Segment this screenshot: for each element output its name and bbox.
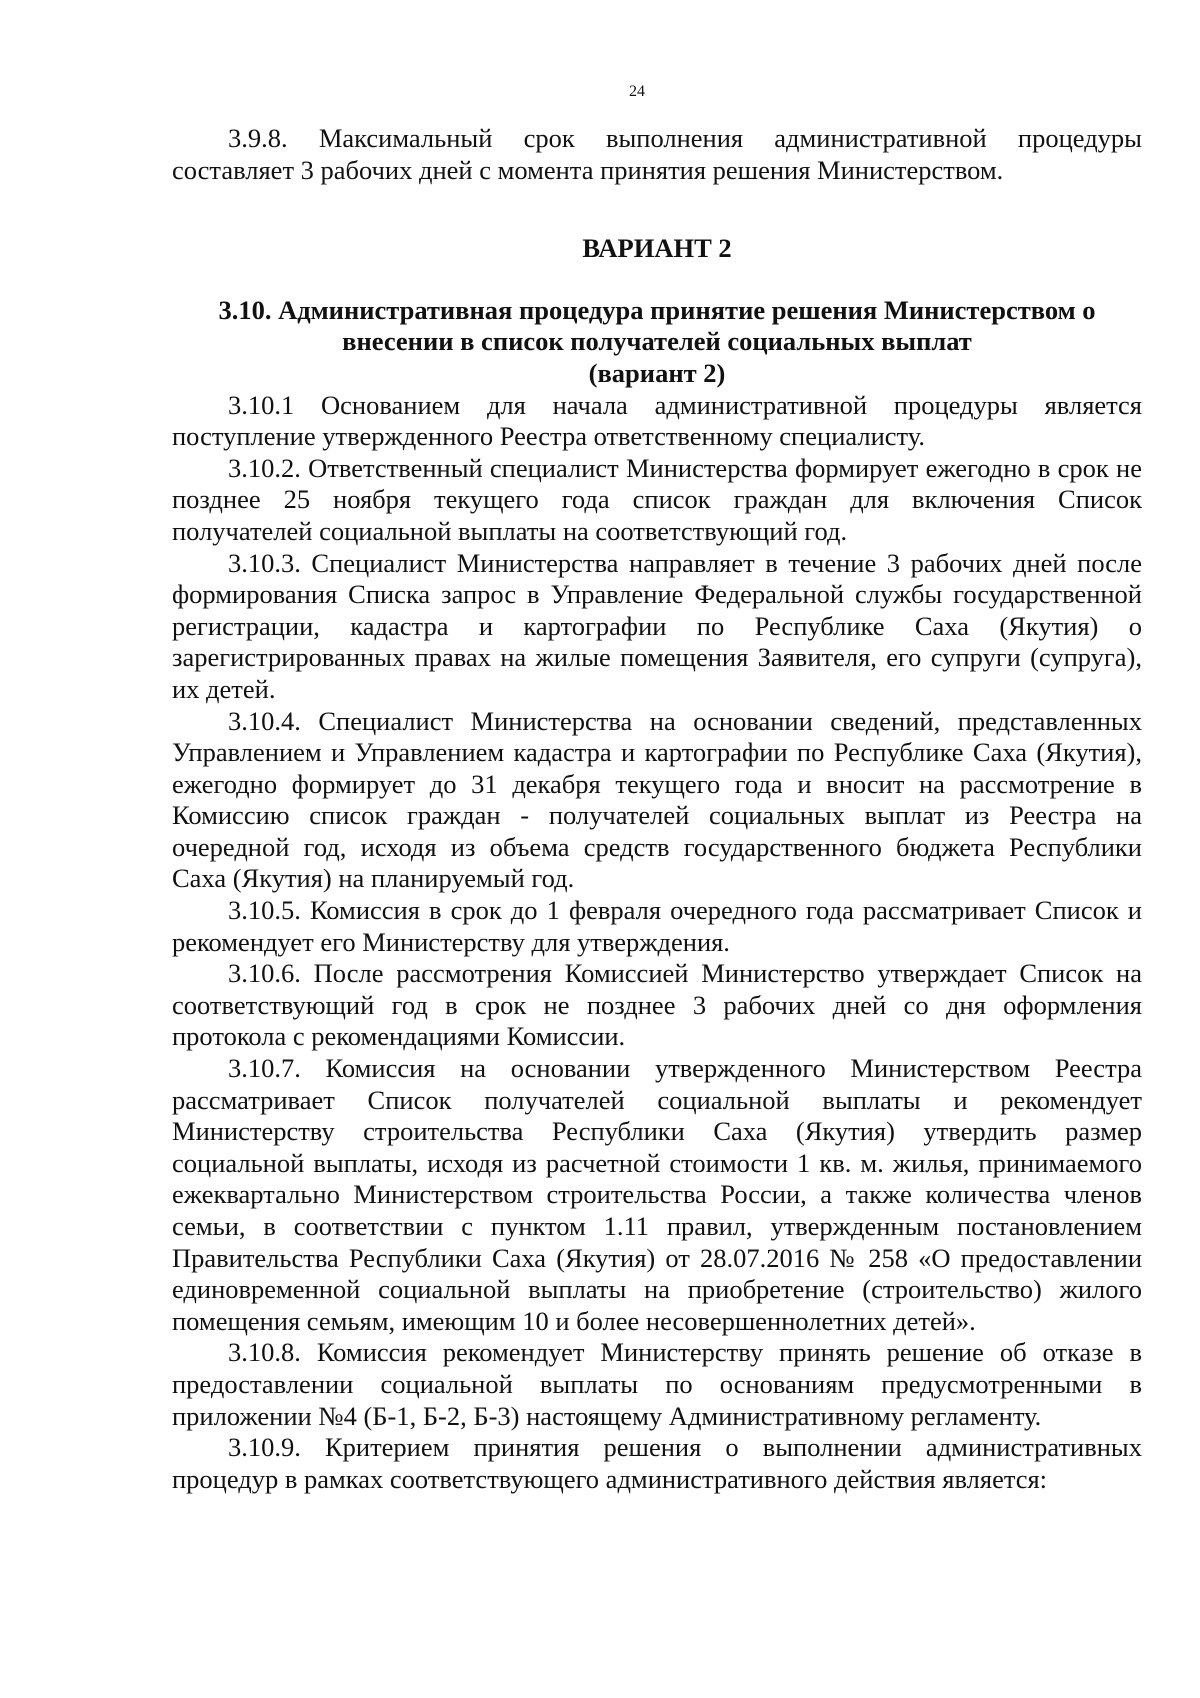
- paragraph-3-9-8: 3.9.8. Максимальный срок выполнения административной процедуры составляет 3 рабочих дней с момента принятия решения Министерством.: [172, 123, 1142, 185]
- paragraph-3-10-2: 3.10.2. Ответственный специалист Министерства формирует ежегодно в срок не позднее 25 ноября текущего года список граждан для включения Список получателей социальной выплаты на соответствующий год.: [172, 452, 1142, 546]
- paragraph-3-10-7: 3.10.7. Комиссия на основании утвержденного Министерством Реестра рассматривает Список получателей социальной выплаты и рекомендует Министерству строительства Республики Саха (Якутия) утвердить размер социальной выплаты, исходя из расчетной стоимости 1 кв. м. жилья, принимаемого ежеквартально Министерством строительства России, а также количества членов семьи, в соответствии с пунктом 1.11 правил, утвержденным постановлением Правительства Республики Саха (Якутия) от 28.07.2016 № 258 «О предоставлении единовременной социальной выплаты на приобретение (строительство) жилого помещения семьям, имеющим 10 и более несовершеннолетних детей».: [172, 1053, 1142, 1336]
- paragraph-3-10-4: 3.10.4. Специалист Министерства на основании сведений, представленных Управлением и Управлением кадастра и картографии по Республике Саха (Якутия), ежегодно формирует до 31 декабря текущего года и вносит на рассмотрение в Комиссию список граждан - получателей социальных выплат из Реестра на очередной год, исходя из объема средств государственного бюджета Республики Саха (Якутия) на планируемый год.: [172, 705, 1142, 894]
- section-heading-line-2: внесении в список получателей социальных выплат: [342, 326, 972, 357]
- paragraph-3-10-3: 3.10.3. Специалист Министерства направляет в течение 3 рабочих дней после формирования Списка запрос в Управление Федеральной службы государственной регистрации, кадастра и картографии по Республике Саха (Якутия) о зарегистрированных правах на жилые помещения Заявителя, его супруги (супруга), их детей.: [172, 547, 1142, 704]
- section-heading: [172, 295, 1142, 390]
- variant-heading: ВАРИАНТ 2: [582, 233, 732, 264]
- paragraph-3-10-5: 3.10.5. Комиссия в срок до 1 февраля очередного года рассматривает Список и рекомендует его Министерству для утверждения.: [172, 895, 1142, 957]
- document-body: [172, 123, 1142, 1495]
- paragraph-3-10-1: 3.10.1 Основанием для начала административной процедуры является поступление утвержденного Реестра ответственному специалисту.: [172, 389, 1142, 452]
- section-heading-line-3: (вариант 2): [588, 357, 726, 388]
- paragraph-3-10-9: 3.10.9. Критерием принятия решения о выполнении административных процедур в рамках соответствующего административного действия является:: [172, 1432, 1142, 1494]
- paragraph-3-10-6: 3.10.6. После рассмотрения Комиссией Министерство утверждает Список на соответствующий год в срок не позднее 3 рабочих дней со дня оформления протокола с рекомендациями Комиссии.: [172, 958, 1142, 1052]
- section-heading-line-1: 3.10. Административная процедура принятие решения Министерством о: [218, 294, 1096, 325]
- paragraph-3-10-8: 3.10.8. Комиссия рекомендует Министерству принять решение об отказе в предоставлении социальной выплаты по основаниям предусмотренными в приложении №4 (Б-1, Б-2, Б-3) настоящему Административному регламенту.: [172, 1337, 1142, 1431]
- page-number: 24: [629, 83, 645, 100]
